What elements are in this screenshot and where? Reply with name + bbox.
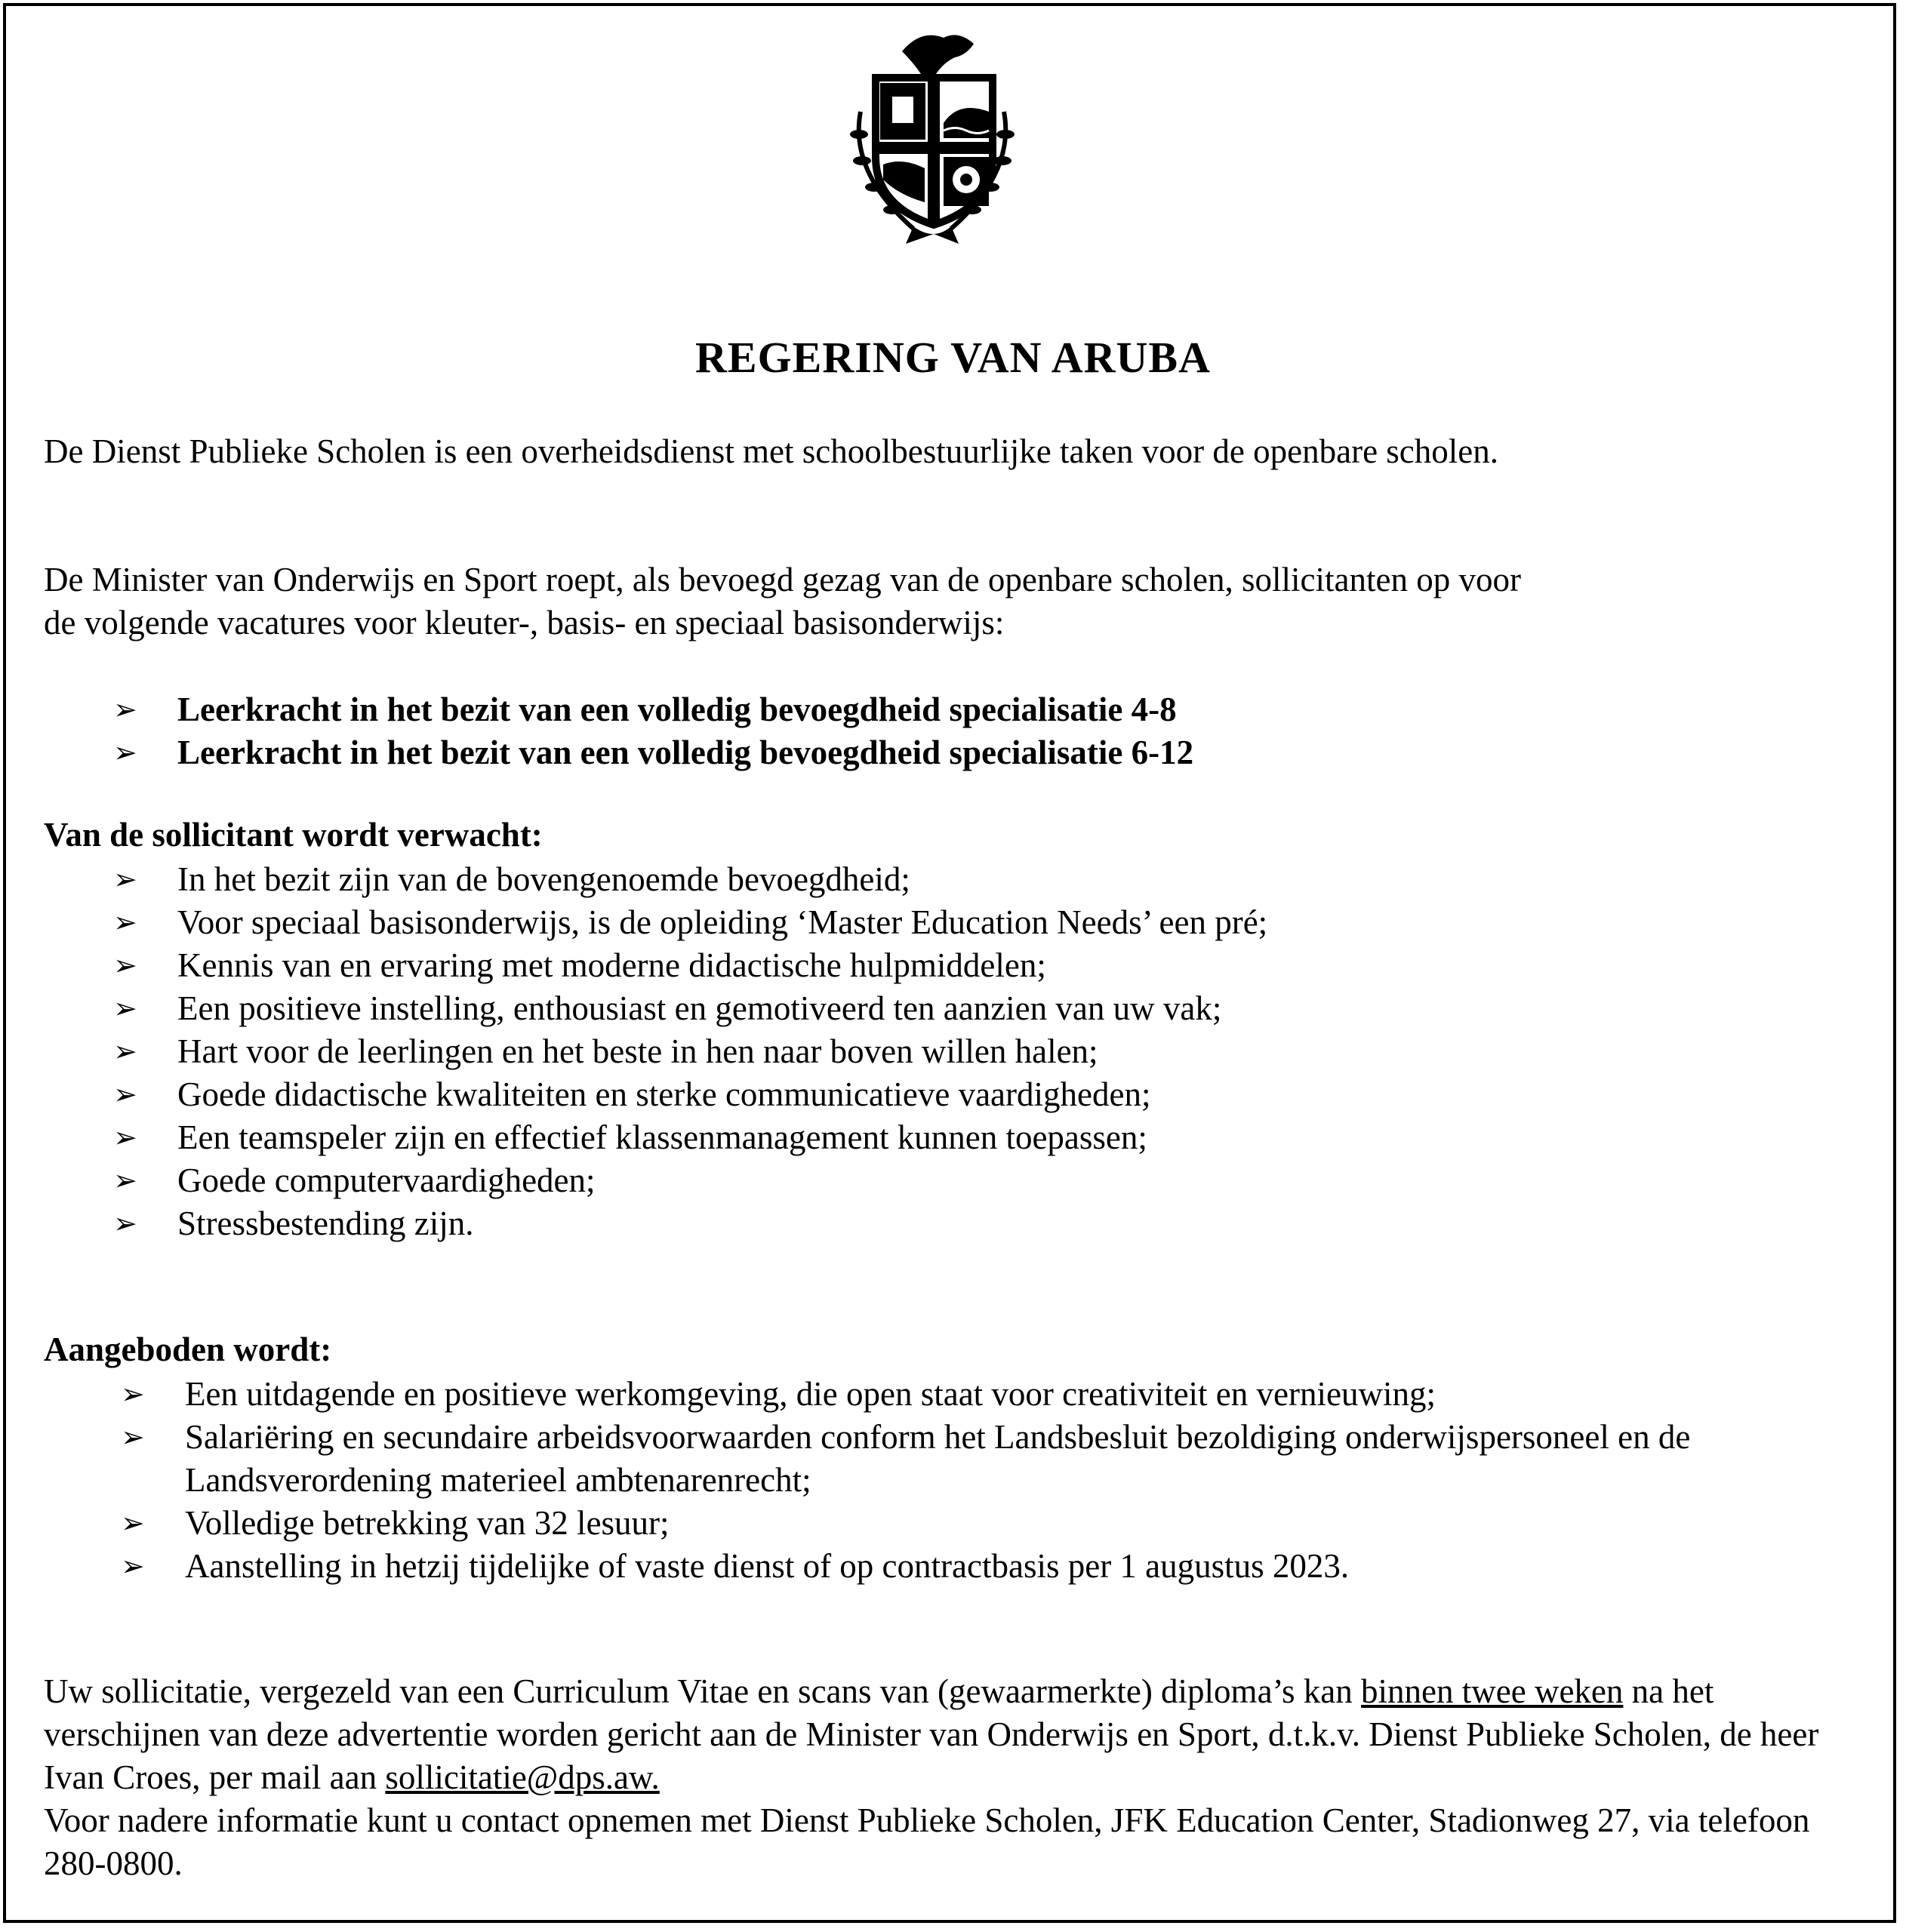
arrow-bullet-icon: ➢ bbox=[121, 1377, 145, 1411]
requirement-item bbox=[113, 1030, 1267, 1073]
arrow-bullet-icon: ➢ bbox=[121, 1549, 145, 1583]
arrow-bullet-icon: ➢ bbox=[113, 1035, 137, 1068]
application-text-2: na het verschijnen van deze advertentie worden gericht aan de Minister van Onderwijs en Sport, d.t.k.v. Dienst Publieke Scholen, de heer Ivan Croes, per mail aan bbox=[44, 1672, 1819, 1796]
vacancy-item-text: Leerkracht in het bezit van een volledig bevoegdheid specialisatie 4-8 bbox=[177, 691, 1177, 728]
expected-list bbox=[113, 858, 1267, 1245]
requirement-item-text: Een positieve instelling, enthousiast en gemotiveerd ten aanzien van uw vak; bbox=[177, 989, 1222, 1027]
arrow-bullet-icon: ➢ bbox=[113, 992, 137, 1025]
arrow-bullet-icon: ➢ bbox=[121, 1420, 145, 1454]
offer-item bbox=[121, 1502, 1744, 1545]
requirement-item bbox=[113, 1073, 1267, 1116]
offered-heading: Aangeboden wordt: bbox=[44, 1331, 332, 1368]
offer-item-text: Een uitdagende en positieve werkomgeving, die open staat voor creativiteit en vernieuwing; bbox=[185, 1375, 1436, 1413]
requirement-item bbox=[113, 858, 1267, 901]
call-paragraph bbox=[44, 558, 1855, 645]
application-paragraph bbox=[44, 1670, 1855, 1885]
aruba-coat-of-arms-icon bbox=[830, 29, 1034, 248]
offered-list bbox=[121, 1373, 1744, 1588]
requirement-item bbox=[113, 1116, 1267, 1159]
requirement-item-text: Stressbestending zijn. bbox=[177, 1204, 474, 1242]
offer-item-text: Aanstelling in hetzij tijdelijke of vaste dienst of op contractbasis per 1 augustus 2023. bbox=[185, 1547, 1350, 1585]
requirement-item-text: Hart voor de leerlingen en het beste in hen naar boven willen halen; bbox=[177, 1032, 1098, 1070]
requirement-item-text: In het bezit zijn van de bovengenoemde bevoegdheid; bbox=[177, 860, 910, 898]
requirement-item bbox=[113, 901, 1267, 944]
arrow-bullet-icon: ➢ bbox=[113, 1121, 137, 1154]
contact-text: Voor nadere informatie kunt u contact opnemen met Dienst Publieke Scholen, JFK Education Center, Stadionweg 27, via telefoon 280-0800. bbox=[44, 1801, 1810, 1882]
vacancy-list bbox=[113, 688, 1193, 774]
requirement-item-text: Goede didactische kwaliteiten en sterke communicatieve vaardigheden; bbox=[177, 1075, 1151, 1113]
arrow-bullet-icon: ➢ bbox=[113, 906, 137, 939]
vacancy-item-text: Leerkracht in het bezit van een volledig bevoegdheid specialisatie 6-12 bbox=[177, 734, 1194, 771]
application-text-1: Uw sollicitatie, vergezeld van een Curriculum Vitae en scans van (gewaarmerkte) diploma’s kan bbox=[44, 1672, 1362, 1710]
requirement-item bbox=[113, 987, 1267, 1030]
arrow-bullet-icon: ➢ bbox=[113, 1207, 137, 1240]
vacancy-item bbox=[113, 731, 1193, 774]
requirement-item bbox=[113, 1202, 1267, 1245]
offer-item bbox=[121, 1416, 1744, 1502]
expected-heading: Van de sollicitant wordt verwacht: bbox=[44, 816, 543, 854]
requirement-item-text: Goede computervaardigheden; bbox=[177, 1161, 596, 1199]
arrow-bullet-icon: ➢ bbox=[113, 949, 137, 982]
requirement-item-text: Een teamspeler zijn en effectief klassenmanagement kunnen toepassen; bbox=[177, 1118, 1147, 1156]
call-line-1: De Minister van Onderwijs en Sport roept, als bevoegd gezag van de openbare scholen, sollicitanten op voor bbox=[44, 561, 1521, 598]
vacancy-item bbox=[113, 688, 1193, 731]
arrow-bullet-icon: ➢ bbox=[113, 736, 137, 769]
requirement-item bbox=[113, 944, 1267, 987]
offer-item-text: Volledige betrekking van 32 lesuur; bbox=[185, 1504, 670, 1542]
arrow-bullet-icon: ➢ bbox=[113, 863, 137, 896]
application-deadline: binnen twee weken bbox=[1361, 1672, 1624, 1710]
offer-item-text: Salariëring en secundaire arbeidsvoorwaarden conform het Landsbesluit bezoldiging onderwijspersoneel en de Landsverordening materieel ambtenarenrecht; bbox=[185, 1418, 1691, 1499]
requirement-item-text: Voor speciaal basisonderwijs, is de opleiding ‘Master Education Needs’ een pré; bbox=[177, 903, 1268, 941]
arrow-bullet-icon: ➢ bbox=[121, 1506, 145, 1540]
arrow-bullet-icon: ➢ bbox=[113, 1164, 137, 1197]
call-line-2: de volgende vacatures voor kleuter-, basis- en speciaal basisonderwijs: bbox=[44, 604, 1005, 641]
requirement-item bbox=[113, 1159, 1267, 1202]
requirement-item-text: Kennis van en ervaring met moderne didactische hulpmiddelen; bbox=[177, 946, 1046, 984]
offer-item bbox=[121, 1373, 1744, 1416]
arrow-bullet-icon: ➢ bbox=[113, 693, 137, 726]
page-title: REGERING VAN ARUBA bbox=[695, 333, 1211, 382]
intro-paragraph: De Dienst Publieke Scholen is een overheidsdienst met schoolbestuurlijke taken voor de openbare scholen. bbox=[44, 432, 1499, 470]
application-email-link[interactable]: sollicitatie@dps.aw. bbox=[385, 1758, 660, 1796]
arrow-bullet-icon: ➢ bbox=[113, 1078, 137, 1111]
offer-item bbox=[121, 1545, 1744, 1588]
